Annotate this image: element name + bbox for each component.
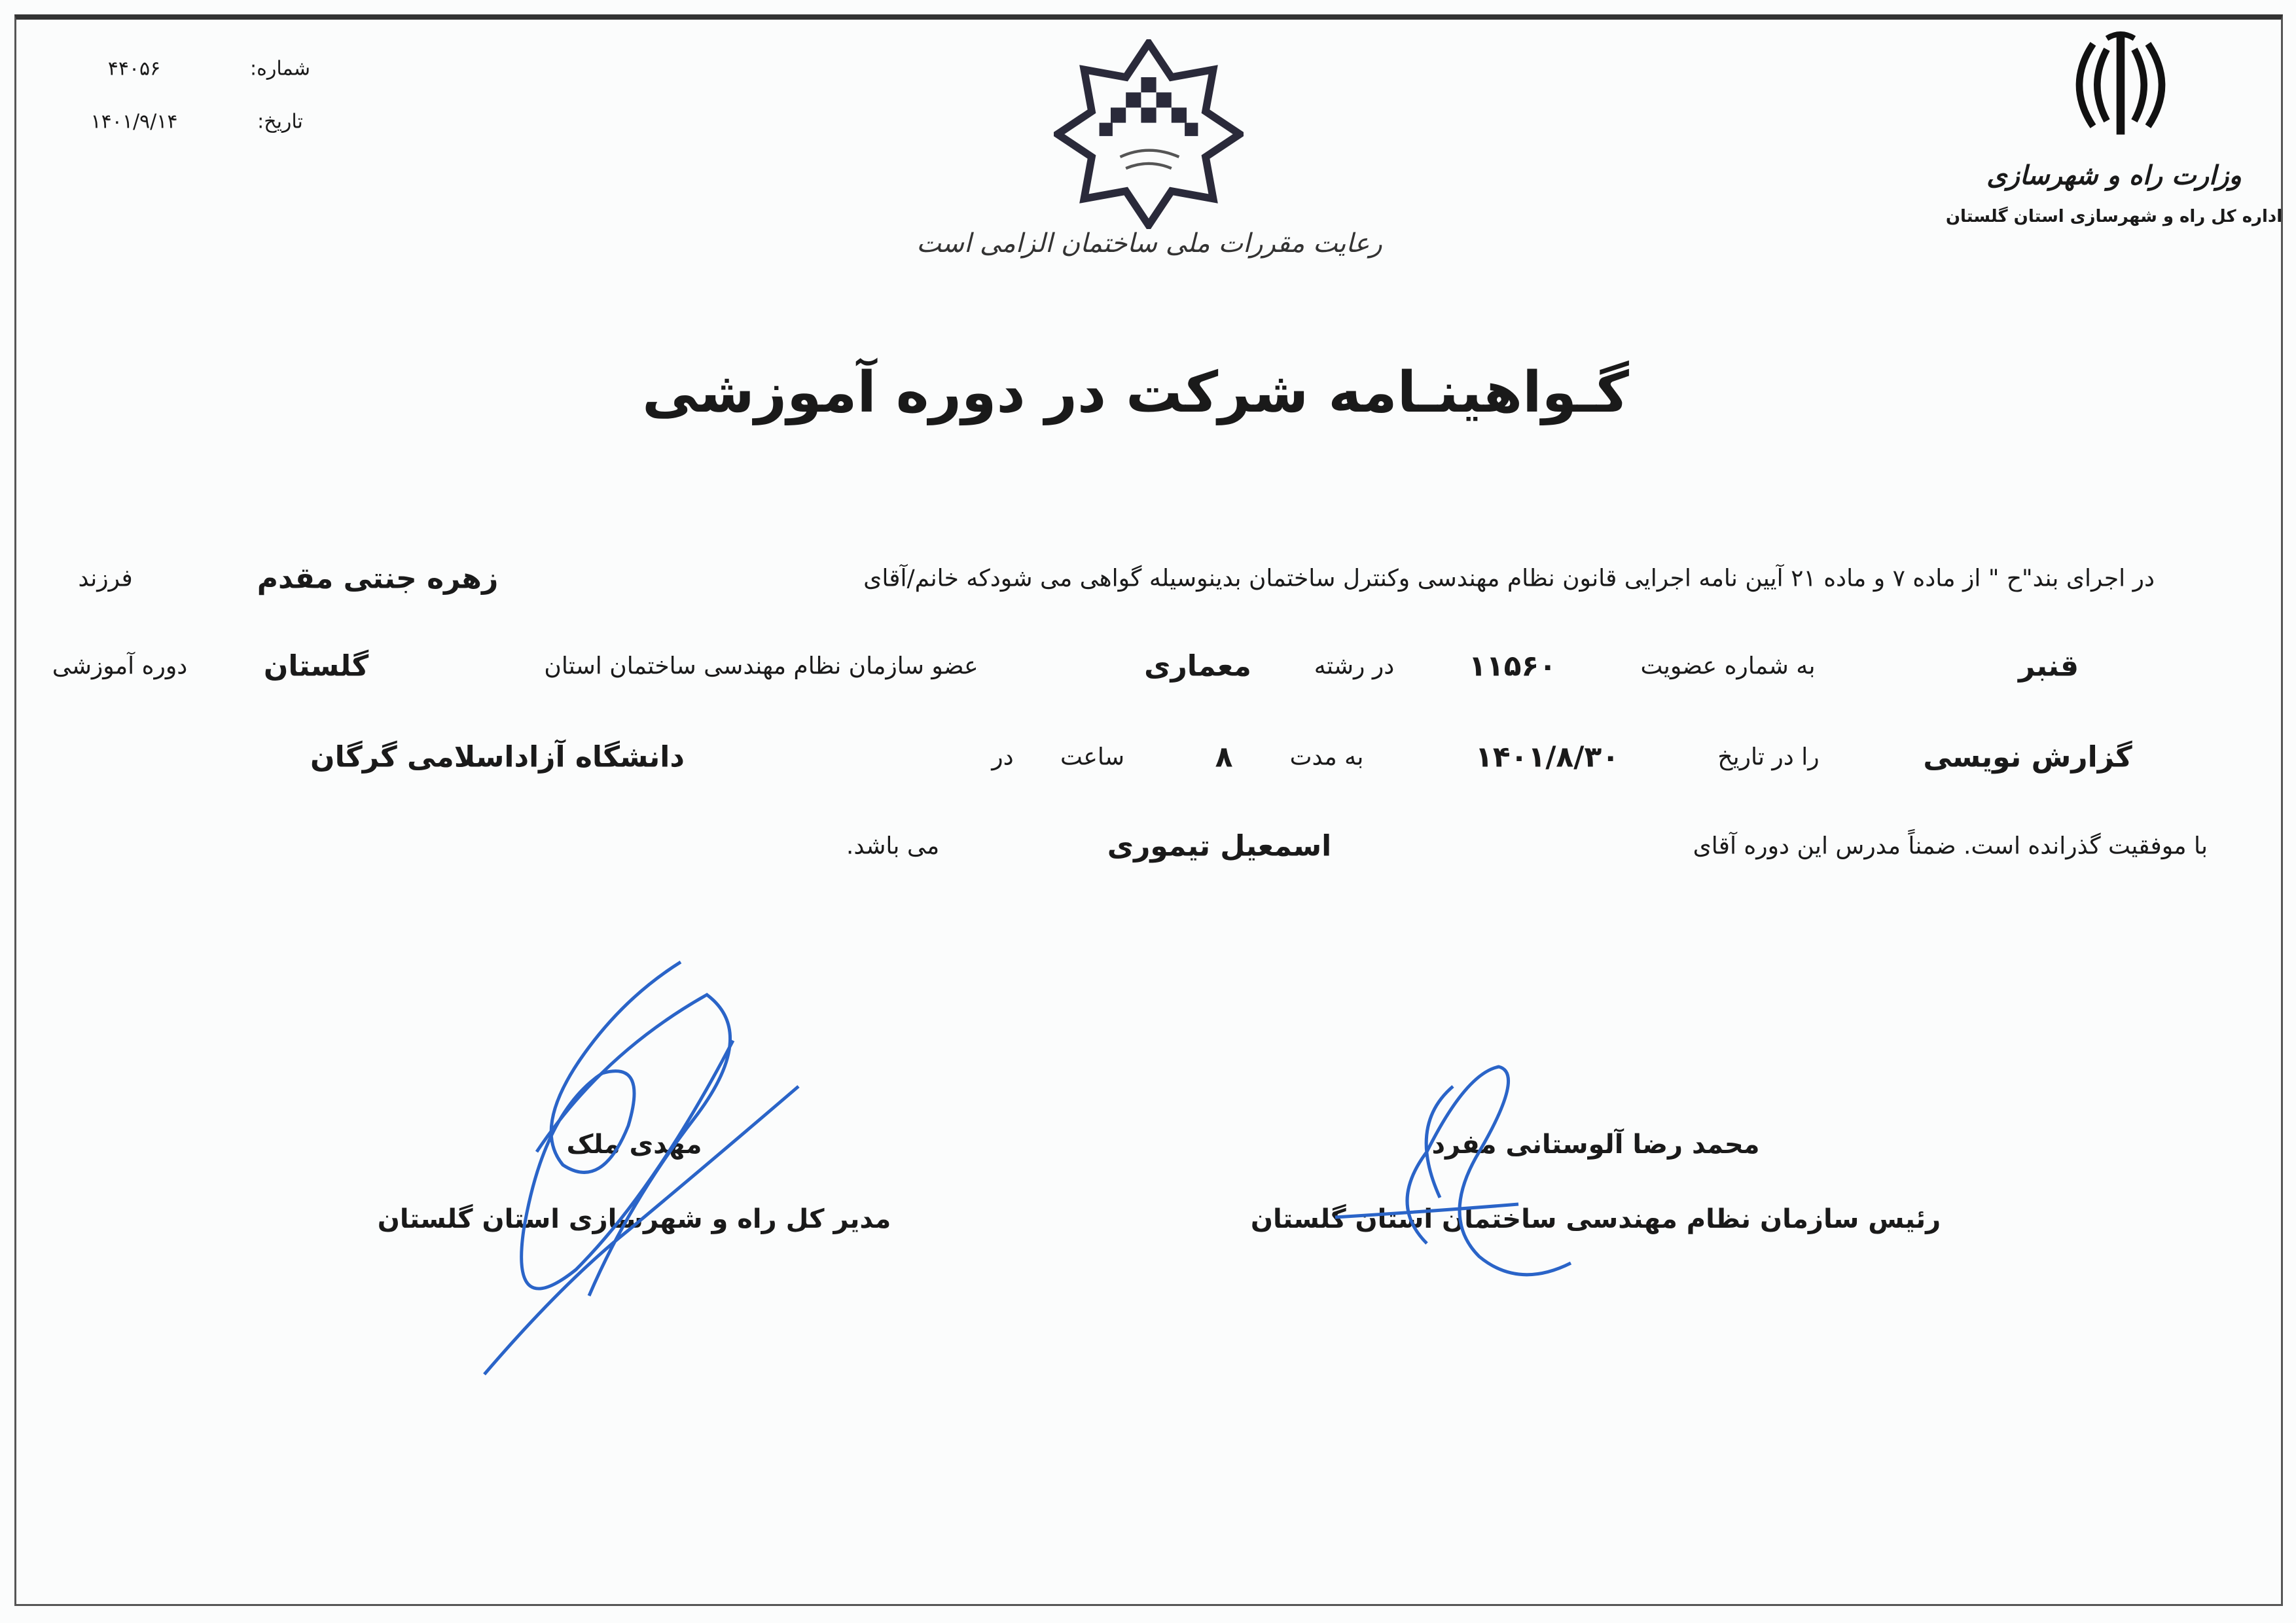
recipient-name: زهره جنتی مقدم <box>257 562 499 596</box>
line4-text: با موفقیت گذرانده است. ضمناً مدرس این دوره آقای <box>1693 832 2208 860</box>
membership-number: ۱۱۵۶۰ <box>1468 649 1557 683</box>
date-value: ۱۴۰۱/۹/۱۴ <box>90 110 178 134</box>
signature-1 <box>1309 1047 1636 1296</box>
number-value: ۴۴۰۵۶ <box>107 57 161 80</box>
field-label: در رشته <box>1314 652 1395 680</box>
course-label: دوره آموزشی <box>52 652 188 680</box>
province: گلستان <box>263 649 369 683</box>
signatory-2-title: مدیر کل راه و شهرسازی استان گلستان <box>377 1204 891 1234</box>
signatory-1-title: رئیس سازمان نظام مهندسی ساختمان استان گلستان <box>1250 1204 1941 1234</box>
child-of-label: فرزند <box>78 565 133 592</box>
certificate-title: گـواهینـامه شرکت در دوره آموزشی <box>642 360 1629 425</box>
signatory-1-name: محمد رضا آلوستانی مفرد <box>1431 1130 1760 1160</box>
at-label: در <box>992 743 1014 771</box>
father-name: قنبر <box>2018 649 2079 683</box>
ministry-name: وزارت راه و شهرسازی <box>1986 160 2242 191</box>
closing-text: می باشد. <box>846 832 940 860</box>
signature-2 <box>432 955 838 1400</box>
building-regulations-logo <box>1054 39 1244 229</box>
course-name: گزارش نویسی <box>1923 740 2132 774</box>
ministry-office: اداره کل راه و شهرسازی استان گلستان <box>1945 207 2283 226</box>
hours-label: ساعت <box>1060 743 1124 771</box>
line1-intro: در اجرای بند"ح " از ماده ۷ و ماده ۲۱ آیین نامه اجرایی قانون نظام مهندسی وکنترل ساختمان بدینوسیله گواهی می شودکه خانم/آقای <box>863 565 2155 592</box>
center-caption: رعایت مقررات ملی ساختمان الزامی است <box>916 228 1382 259</box>
signatory-2-name: مهدی ملک <box>566 1130 702 1160</box>
instructor-name: اسمعیل تیموری <box>1107 829 1332 863</box>
on-date-label: را در تاریخ <box>1717 743 1820 771</box>
number-label: شماره: <box>250 57 310 80</box>
member-of-label: عضو سازمان نظام مهندسی ساختمان استان <box>544 652 978 680</box>
field-value: معماری <box>1144 649 1251 683</box>
membership-label: به شماره عضویت <box>1640 652 1816 680</box>
date-label: تاریخ: <box>257 110 303 134</box>
duration-value: ۸ <box>1215 740 1233 774</box>
iran-emblem <box>2052 29 2189 141</box>
course-date: ۱۴۰۱/۸/۳۰ <box>1475 740 1620 774</box>
venue: دانشگاه آزاداسلامی گرگان <box>310 740 685 774</box>
duration-label: به مدت <box>1289 743 1364 771</box>
